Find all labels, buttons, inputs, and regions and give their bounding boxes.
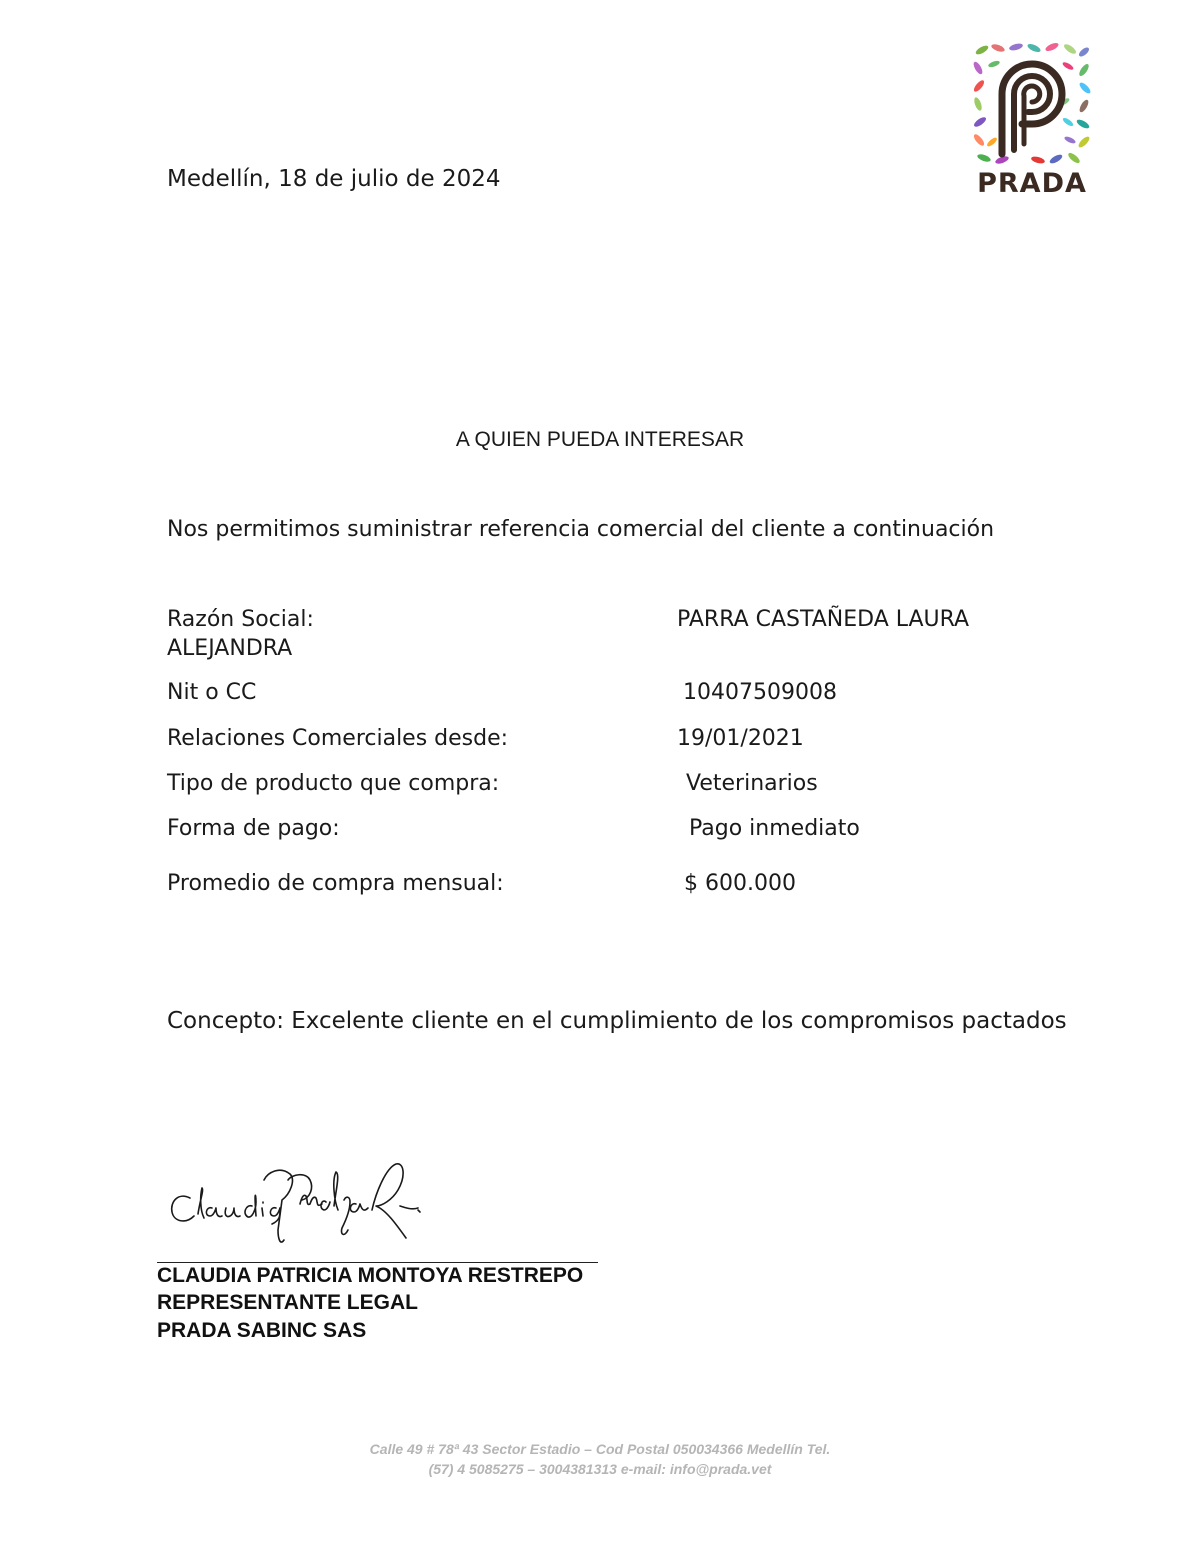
letter-heading: A QUIEN PUEDA INTERESAR	[455, 428, 745, 451]
signer-name: CLAUDIA PATRICIA MONTOYA RESTREPO	[157, 1264, 584, 1287]
signature-line	[157, 1262, 598, 1263]
field-value-nit: 10407509008	[683, 680, 837, 705]
field-label-nit: Nit o CC	[167, 680, 257, 705]
field-value-razon-social-continuation: ALEJANDRA	[167, 636, 293, 661]
field-label-razon-social: Razón Social:	[167, 607, 314, 632]
field-label-relaciones: Relaciones Comerciales desde:	[167, 726, 509, 751]
field-value-promedio: $ 600.000	[684, 871, 796, 896]
field-label-tipo-producto: Tipo de producto que compra:	[167, 771, 500, 796]
prada-logo-mark	[972, 42, 1092, 167]
handwritten-signature	[160, 1150, 450, 1255]
intro-paragraph: Nos permitimos suministrar referencia comercial del cliente a continuación	[167, 517, 995, 542]
field-label-promedio: Promedio de compra mensual:	[167, 871, 504, 896]
field-value-forma-pago: Pago inmediato	[689, 816, 860, 841]
signer-title: REPRESENTANTE LEGAL	[157, 1291, 418, 1314]
field-value-razon-social: PARRA CASTAÑEDA LAURA	[677, 607, 970, 632]
footer-contact: (57) 4 5085275 – 3004381313 e-mail: info@prada.vet	[428, 1461, 772, 1477]
signer-company: PRADA SABINC SAS	[157, 1319, 367, 1342]
concept-statement: Concepto: Excelente cliente en el cumplimiento de los compromisos pactados	[167, 1008, 1067, 1034]
field-value-relaciones: 19/01/2021	[677, 726, 804, 751]
logo-wordmark: PRADA	[977, 168, 1087, 199]
prada-logo	[972, 42, 1092, 202]
field-value-tipo-producto: Veterinarios	[686, 771, 818, 796]
field-label-forma-pago: Forma de pago:	[167, 816, 340, 841]
logo-fingerprint-p	[1002, 64, 1062, 154]
footer-address: Calle 49 # 78ª 43 Sector Estadio – Cod Postal 050034366 Medellín Tel.	[369, 1441, 831, 1457]
letter-date: Medellín, 18 de julio de 2024	[167, 166, 501, 192]
